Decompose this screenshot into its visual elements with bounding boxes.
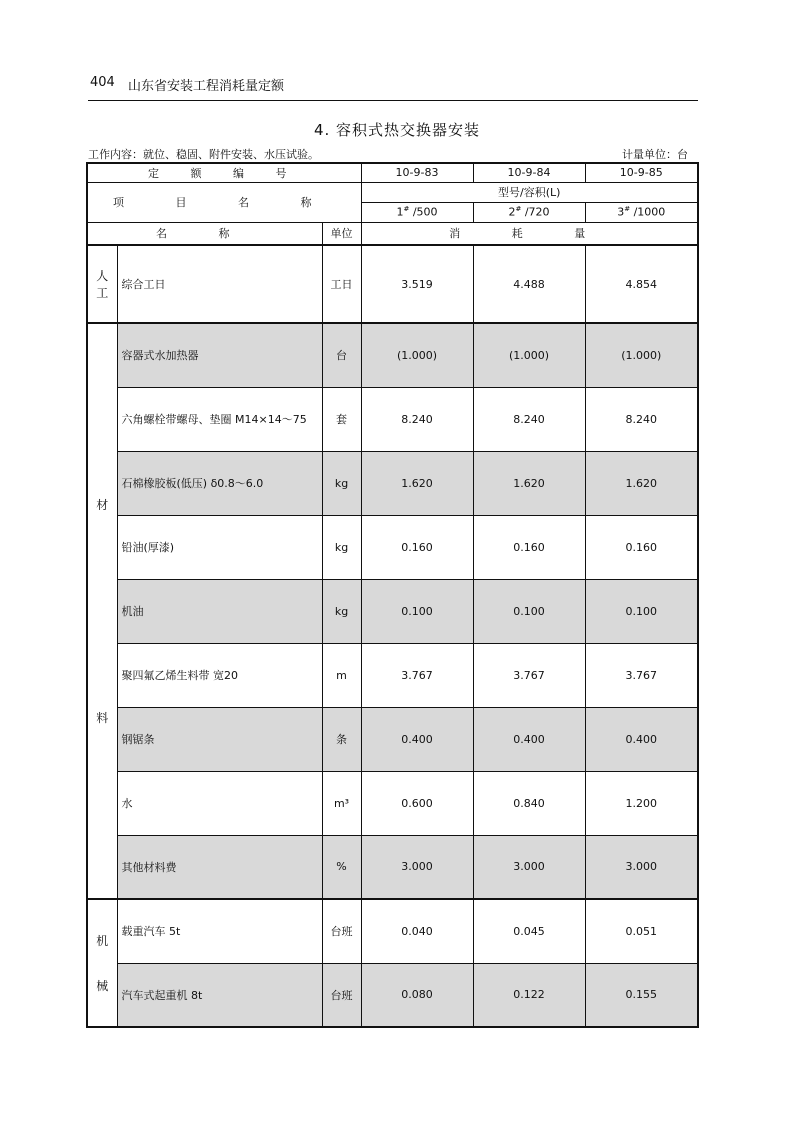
header-rule (88, 100, 698, 101)
item-name: 机油 (117, 579, 322, 643)
item-unit: m³ (322, 771, 361, 835)
table-row (87, 771, 698, 835)
column-header-row (87, 222, 698, 245)
value-cell: 0.160 (473, 515, 585, 579)
item-name: 载重汽车 5t (117, 899, 322, 963)
name-label: 名 称 (87, 222, 322, 245)
table-row (87, 515, 698, 579)
value-cell: 0.600 (361, 771, 473, 835)
table-row (87, 707, 698, 771)
table-row (87, 835, 698, 899)
value-cell: 3.767 (473, 643, 585, 707)
value-cell: 8.240 (473, 387, 585, 451)
value-cell: (1.000) (585, 323, 698, 387)
value-cell: 0.040 (361, 899, 473, 963)
value-cell: 0.051 (585, 899, 698, 963)
value-cell: 3.767 (585, 643, 698, 707)
item-unit: kg (322, 515, 361, 579)
value-cell: 0.100 (361, 579, 473, 643)
unit-label: 单位 (322, 222, 361, 245)
page-header (88, 73, 698, 93)
table-row (87, 387, 698, 451)
item-name: 铅油(厚漆) (117, 515, 322, 579)
item-name: 水 (117, 771, 322, 835)
value-cell: (1.000) (361, 323, 473, 387)
table-row (87, 323, 698, 387)
value-cell: 0.400 (473, 707, 585, 771)
value-cell: 0.400 (361, 707, 473, 771)
quota-code-label: 定 额 编 号 (87, 163, 361, 182)
table-row (87, 245, 698, 323)
consume-label: 消 耗 量 (361, 222, 698, 245)
item-unit: kg (322, 451, 361, 515)
value-cell: 1.620 (361, 451, 473, 515)
value-cell: 0.160 (361, 515, 473, 579)
value-cell: (1.000) (473, 323, 585, 387)
value-cell: 4.488 (473, 245, 585, 323)
item-unit: m (322, 643, 361, 707)
quota-table (86, 162, 699, 1028)
item-name: 六角螺栓带螺母、垫圈 M14×14～75 (117, 387, 322, 451)
item-name: 其他材料费 (117, 835, 322, 899)
model-cell: 3# /1000 (585, 202, 698, 222)
model-cell: 2# /720 (473, 202, 585, 222)
work-content: 工作内容：就位、稳固、附件安装、水压试验。 (88, 148, 319, 161)
item-name: 综合工日 (117, 245, 322, 323)
model-cell: 1# /500 (361, 202, 473, 222)
item-name: 容器式水加热器 (117, 323, 322, 387)
code-row (87, 163, 698, 182)
book-title: 山东省安装工程消耗量定额 (128, 79, 285, 94)
item-unit: 台班 (322, 899, 361, 963)
table-row (87, 643, 698, 707)
value-cell: 3.767 (361, 643, 473, 707)
value-cell: 0.155 (585, 963, 698, 1027)
category-machine: 机 械 (87, 899, 117, 1027)
table-row (87, 451, 698, 515)
value-cell: 1.620 (585, 451, 698, 515)
category-labor: 人 工 (87, 245, 117, 323)
value-cell: 4.854 (585, 245, 698, 323)
table-row (87, 899, 698, 963)
table-row (87, 579, 698, 643)
value-cell: 0.400 (585, 707, 698, 771)
item-unit: 条 (322, 707, 361, 771)
measure-unit: 计量单位：台 (622, 148, 688, 161)
value-cell: 1.200 (585, 771, 698, 835)
value-cell: 3.000 (585, 835, 698, 899)
item-name: 石棉橡胶板(低压) δ0.8～6.0 (117, 451, 322, 515)
value-cell: 0.045 (473, 899, 585, 963)
value-cell: 0.100 (585, 579, 698, 643)
category-material: 材 料 (87, 323, 117, 899)
item-name-label: 项 目 名 称 (87, 182, 361, 222)
item-unit: 台 (322, 323, 361, 387)
value-cell: 0.840 (473, 771, 585, 835)
item-unit: 套 (322, 387, 361, 451)
item-unit: 工日 (322, 245, 361, 323)
item-unit: % (322, 835, 361, 899)
value-cell: 0.160 (585, 515, 698, 579)
model-label-row (87, 182, 698, 202)
page-number: 404 (90, 75, 115, 90)
value-cell: 0.100 (473, 579, 585, 643)
value-cell: 8.240 (585, 387, 698, 451)
section-title: 4. 容积式热交换器安装 (313, 121, 481, 139)
value-cell: 3.000 (473, 835, 585, 899)
item-unit: 台班 (322, 963, 361, 1027)
value-cell: 3.000 (361, 835, 473, 899)
code-cell: 10-9-85 (585, 163, 698, 182)
item-unit: kg (322, 579, 361, 643)
value-cell: 1.620 (473, 451, 585, 515)
table-row (87, 963, 698, 1027)
code-cell: 10-9-84 (473, 163, 585, 182)
item-name: 汽车式起重机 8t (117, 963, 322, 1027)
value-cell: 0.122 (473, 963, 585, 1027)
model-label: 型号/容积(L) (361, 182, 698, 202)
value-cell: 3.519 (361, 245, 473, 323)
item-name: 钢锯条 (117, 707, 322, 771)
value-cell: 8.240 (361, 387, 473, 451)
code-cell: 10-9-83 (361, 163, 473, 182)
value-cell: 0.080 (361, 963, 473, 1027)
item-name: 聚四氟乙烯生料带 宽20 (117, 643, 322, 707)
